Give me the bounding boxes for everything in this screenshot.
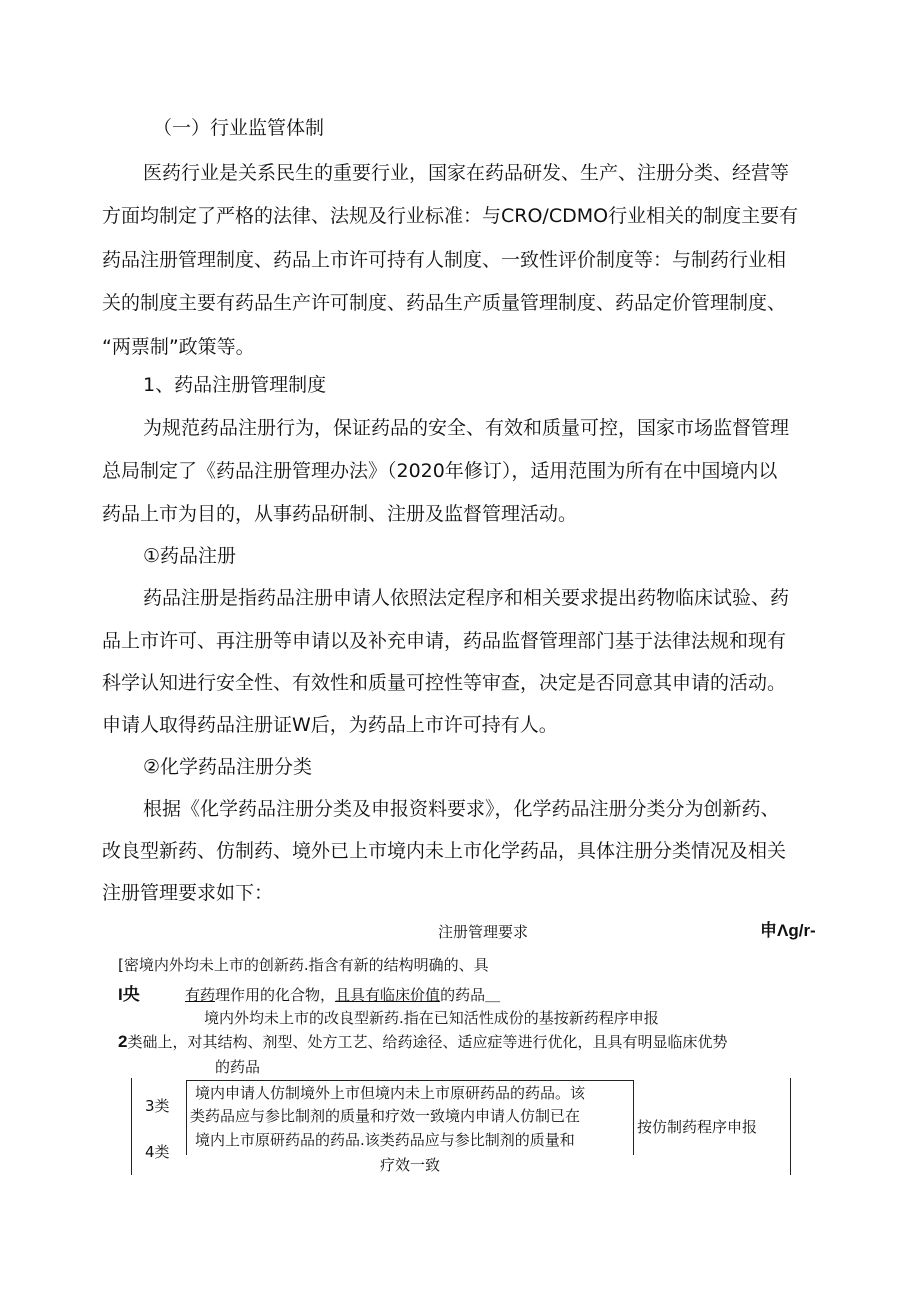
paragraph-line: 科学认知进行安全性、有效性和质量可控性等审查，决定是否同意其申请的活动。 (102, 672, 787, 694)
category34-desc-line: 疗效一致 (380, 1156, 441, 1174)
category3-label: 3类 (145, 1097, 170, 1115)
table-border-right (790, 1078, 791, 1175)
paragraph-line: 药品注册是指药品注册申请人依照法定程序和相关要求提出药物临床试验、药 (143, 587, 790, 609)
paragraph-line: 改良型新药、仿制药、境外已上市境内未上市化学药品，具体注册分类情况及相关 (102, 840, 787, 862)
category1-label: I央 (118, 985, 140, 1004)
paragraph-line: 注册管理要求如下： (102, 882, 274, 904)
table-header-path: 申Λg/r- (760, 921, 816, 940)
paragraph-line: 医药行业是关系民生的重要行业，国家在药品研发、生产、注册分类、经营等 (143, 162, 790, 184)
category1-desc-line2: 有药理作用的化合物，且具有临床价值的药品＿ (185, 986, 501, 1004)
paragraph-line: 为规范药品注册行为，保证药品的安全、有效和质量可控，国家市场监督管理 (143, 417, 790, 439)
section-heading: （一）行业监管体制 (153, 117, 325, 139)
paragraph-line: 方面均制定了严格的法律、法规及行业标准：与CRO/CDMO行业相关的制度主要有 (102, 205, 799, 227)
table-border-inner (186, 1080, 187, 1155)
subsection-heading: 1、药品注册管理制度 (143, 374, 327, 396)
paragraph-line: “两票制”政策等。 (102, 336, 255, 358)
table-header-requirement: 注册管理要求 (438, 923, 529, 941)
paragraph-line: 药品上市为目的，从事药品研制、注册及监督管理活动。 (102, 503, 578, 525)
category34-path: 按仿制药程序申报 (637, 1118, 758, 1136)
table-border-inner (633, 1080, 634, 1155)
category2-desc-line3: 的药品 (215, 1058, 261, 1076)
paragraph-line: 申请人取得药品注册证W后，为药品上市许可持有人。 (102, 714, 558, 736)
paragraph-line: 关的制度主要有药品生产许可制度、药品生产质量管理制度、药品定价管理制度、 (102, 292, 787, 314)
item-heading: ①药品注册 (143, 545, 237, 567)
item-heading: ②化学药品注册分类 (143, 756, 313, 778)
category34-desc-line: 境内申请人仿制境外上市但境内未上市原研药品的药品。该 (195, 1084, 586, 1102)
table-border-top (186, 1080, 633, 1081)
paragraph-line: 根据《化学药品注册分类及申报资料要求》，化学药品注册分类分为创新药、 (143, 798, 780, 820)
category34-desc-line: 境内上市原研药品的药品.该类药品应与参比制剂的质量和 (195, 1131, 575, 1149)
category4-label: 4类 (145, 1143, 170, 1161)
category34-desc-line: 类药品应与参比制剂的质量和疗效一致境内申请人仿制已在 (190, 1107, 581, 1125)
category1-desc-line1: [密境内外均未上市的创新药.指含有新的结构明确的、具 (118, 956, 489, 974)
category2-desc-line1: 境内外均未上市的改良型新药.指在已知活性成份的基按新药程序申报 (204, 1009, 659, 1027)
table-border-left (131, 1078, 132, 1175)
paragraph-line: 总局制定了《药品注册管理办法》（2020年修订），适用范围为所有在中国境内以 (102, 460, 778, 482)
category2-desc-line2: 2类础上，对其结构、剂型、处方工艺、给药途径、适应症等进行优化，且具有明显临床优势 (118, 1032, 728, 1051)
paragraph-line: 药品注册管理制度、药品上市许可持有人制度、一致性评价制度等：与制药行业相 (102, 249, 787, 271)
paragraph-line: 品上市许可、再注册等申请以及补充申请，药品监督管理部门基于法律法规和现有 (102, 630, 787, 652)
